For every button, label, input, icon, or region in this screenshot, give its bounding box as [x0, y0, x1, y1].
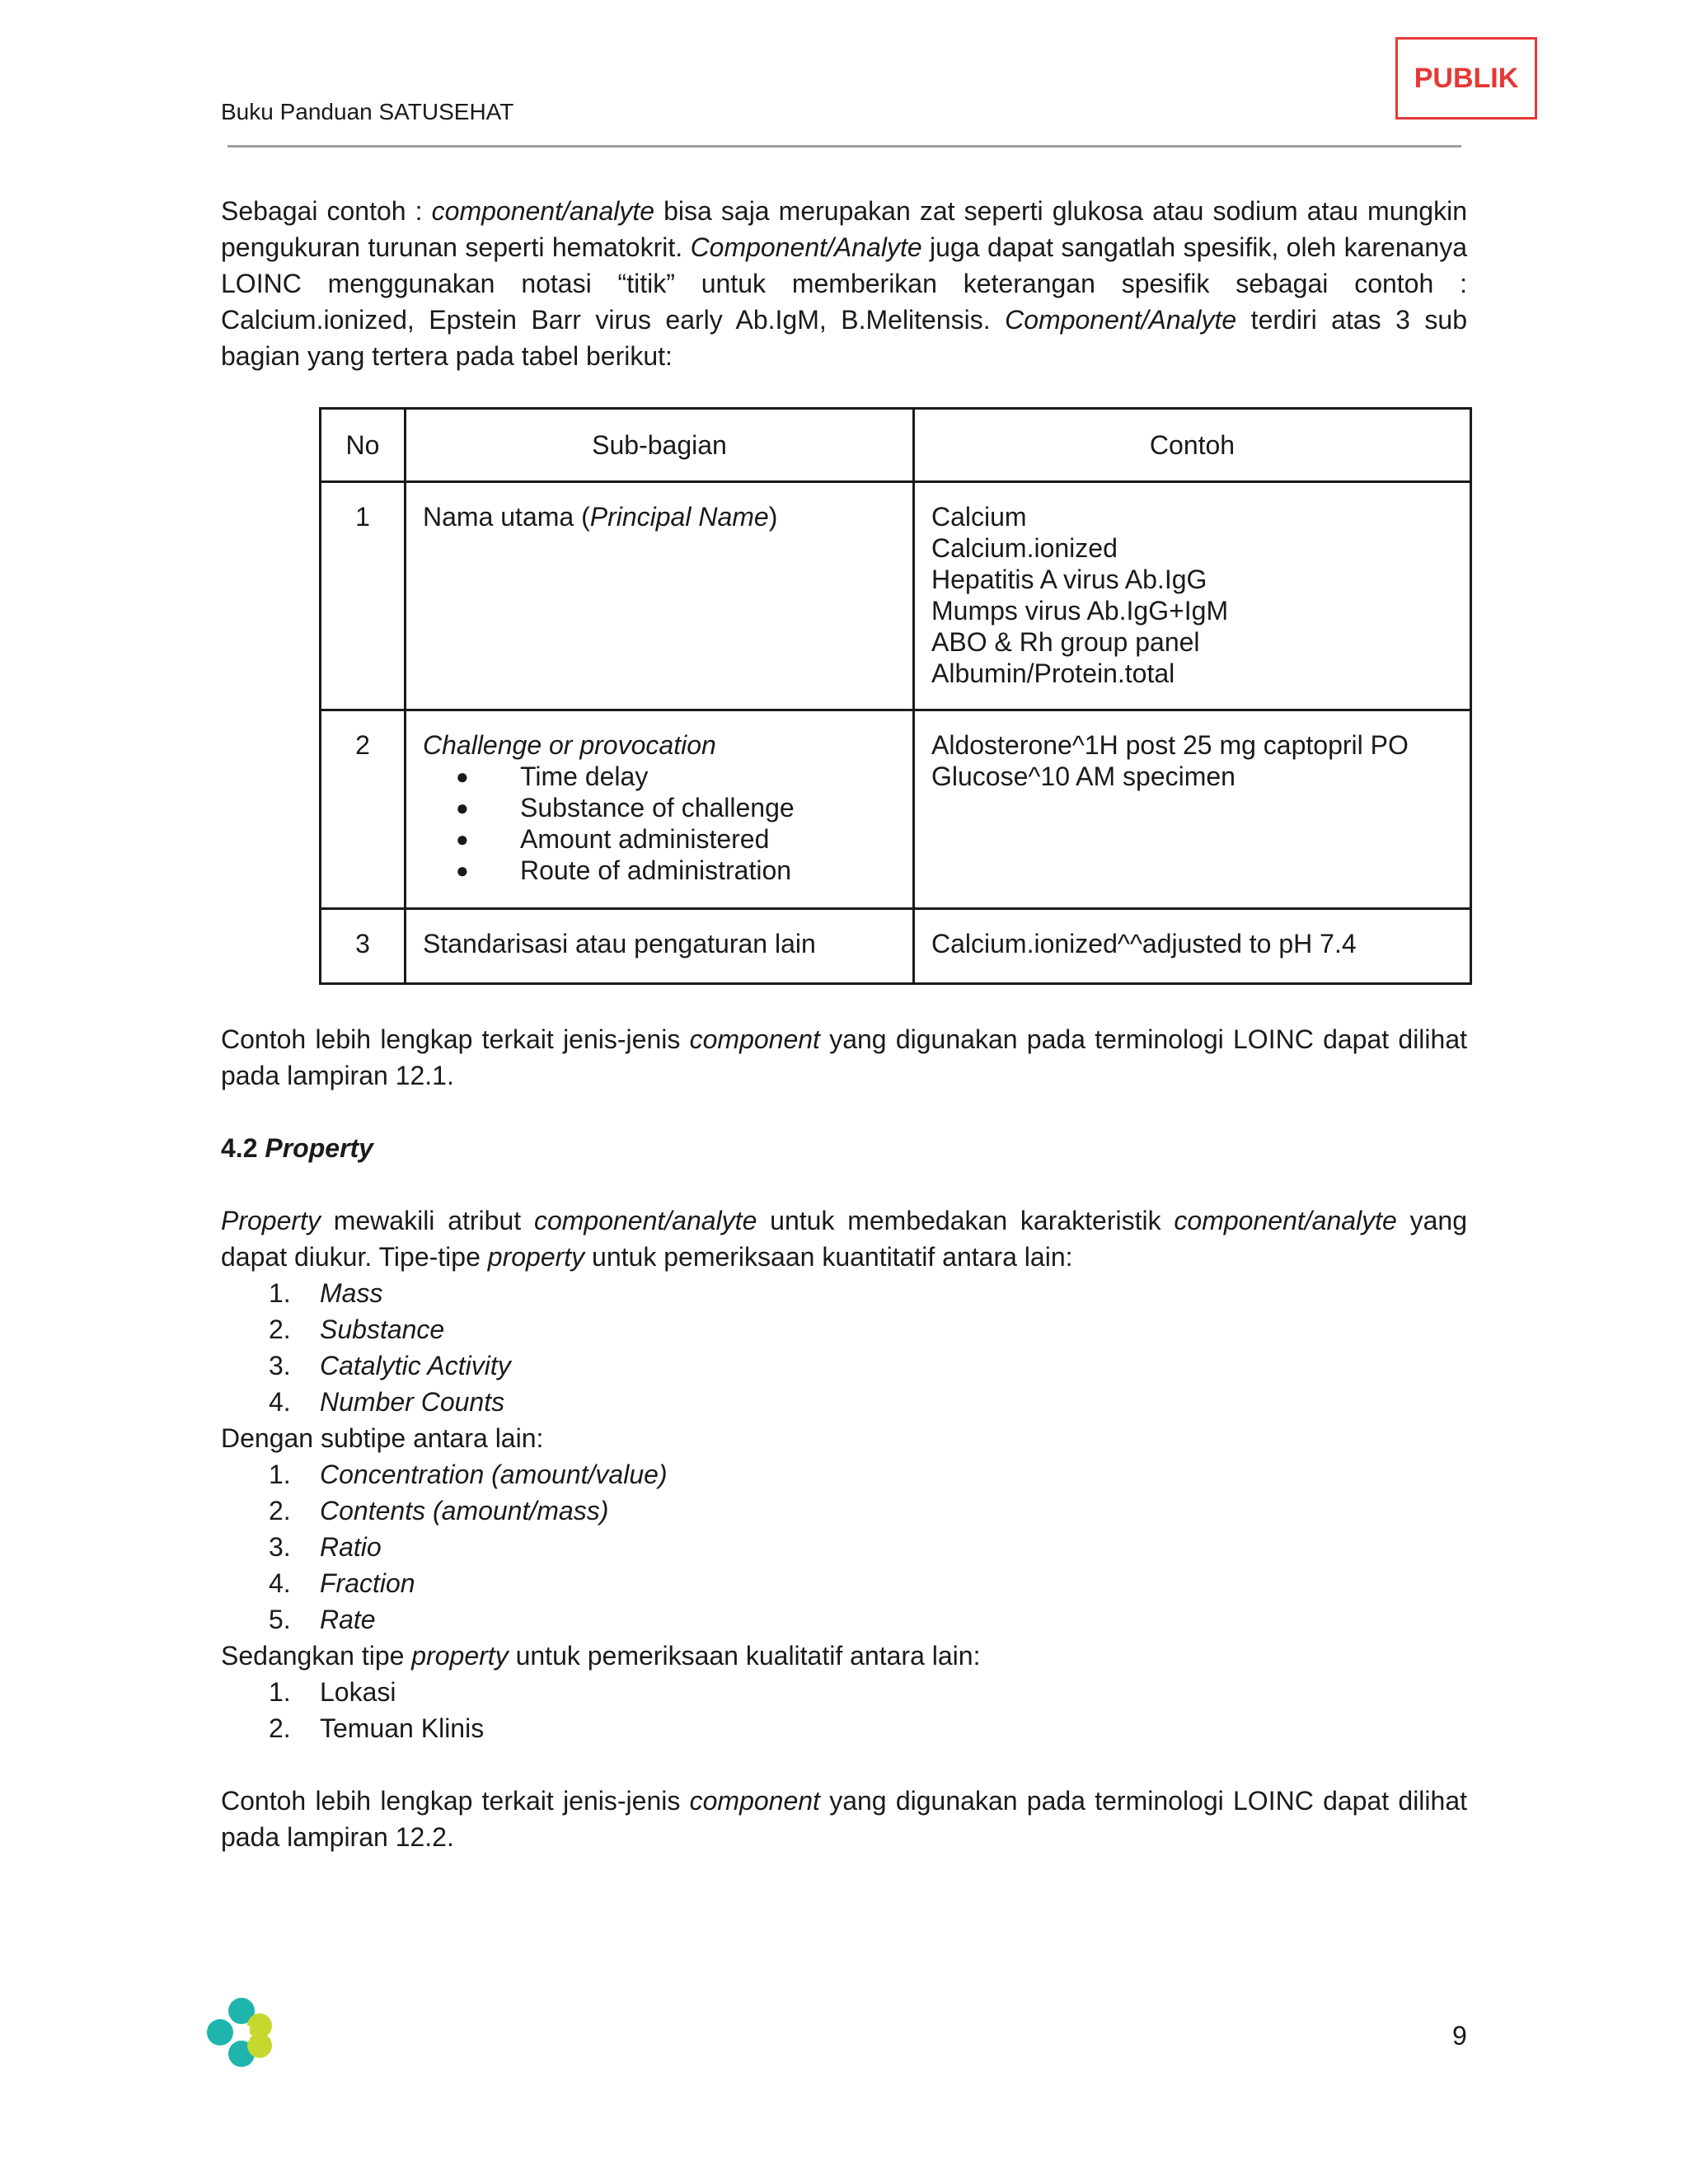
after-table-paragraph: Contoh lebih lengkap terkait jenis-jenis component yang digunakan pada terminologi LOINC dapat dilihat pada lampiran 12.1. — [221, 1024, 1468, 1090]
list-item: 5. Rate — [269, 1605, 376, 1634]
row-examples — [914, 710, 1471, 909]
example-item: Hepatitis A virus Ab.IgG — [931, 565, 1207, 594]
property-paragraph: Property mewakili atribut component/analyte untuk membedakan karakteristik component/analyte yang dapat diukur. Tipe-tipe property untuk pemeriksaan kuantitatif antara lain: — [221, 1206, 1468, 1272]
header-no: No — [321, 409, 406, 482]
bullet-item: ● Substance of challenge — [423, 792, 896, 823]
closing-paragraph: Contoh lebih lengkap terkait jenis-jenis component yang digunakan pada terminologi LOINC dapat dilihat pada lampiran 12.2. — [221, 1786, 1468, 1852]
subtype-intro: Dengan subtipe antara lain: — [221, 1423, 544, 1453]
row-examples — [914, 482, 1471, 710]
bullet-item: ● Route of administration — [423, 855, 896, 886]
component-subparts-table — [319, 407, 1472, 985]
subpart-bullet-list — [423, 761, 896, 886]
example-item: Aldosterone^1H post 25 mg captopril PO — [931, 730, 1409, 760]
intro-paragraph: Sebagai contoh : component/analyte bisa saja merupakan zat seperti glukosa atau sodium atau mungkin pengukuran turunan seperti hematokrit. Component/Analyte juga dapat sangatlah spesifik, oleh karenanya LOINC menggunakan notasi “titik” untuk memberikan keterangan spesifik sebagai contoh : Calcium.ionized, Epstein Barr virus early Ab.IgM, B.Melitensis. Component/Analyte terdiri atas 3 sub bagian yang tertera pada tabel berikut: — [221, 196, 1468, 371]
header-sub-bagian: Sub-bagian — [406, 409, 914, 482]
table-row — [321, 909, 1471, 984]
row-number: 2 — [321, 710, 406, 909]
section-heading: 4.2 Property — [221, 1133, 373, 1163]
table-row — [321, 710, 1471, 909]
list-item: 2. Substance — [269, 1315, 445, 1344]
list-item: 4. Number Counts — [269, 1387, 505, 1417]
header-contoh: Contoh — [914, 409, 1471, 482]
row-number: 1 — [321, 482, 406, 710]
row-examples: Calcium.ionized^^adjusted to pH 7.4 — [914, 909, 1471, 984]
example-item: Albumin/Protein.total — [931, 658, 1175, 688]
qualitative-types-list — [221, 1674, 1467, 1746]
row-subpart: Standarisasi atau pengaturan lain — [406, 909, 914, 984]
subtypes-list — [221, 1456, 1467, 1638]
page-number: 9 — [1452, 2021, 1467, 2050]
quantitative-types-list — [221, 1275, 1467, 1420]
classification-badge: PUBLIK — [1395, 37, 1537, 120]
page-content — [221, 193, 1467, 1855]
list-item: 2. Contents (amount/mass) — [269, 1496, 609, 1526]
document-title: Buku Panduan SATUSEHAT — [221, 99, 514, 124]
header-divider — [227, 145, 1461, 148]
example-item: Calcium — [931, 502, 1027, 532]
list-item: 4. Fraction — [269, 1568, 415, 1598]
list-item: 1. Mass — [269, 1278, 383, 1308]
qualitative-intro: Sedangkan tipe property untuk pemeriksaan kualitatif antara lain: — [221, 1641, 981, 1671]
bullet-item: ● Time delay — [423, 761, 896, 792]
list-item: 3. Catalytic Activity — [269, 1351, 511, 1380]
subpart-title: Challenge or provocation — [423, 730, 716, 760]
row-subpart — [406, 710, 914, 909]
list-item: 1. Lokasi — [269, 1677, 396, 1707]
example-item: Calcium.ionized — [931, 533, 1118, 563]
list-item: 3. Ratio — [269, 1532, 382, 1562]
list-item: 2. Temuan Klinis — [269, 1713, 485, 1743]
example-item: Mumps virus Ab.IgG+IgM — [931, 596, 1229, 626]
list-item: 1. Concentration (amount/value) — [269, 1460, 668, 1489]
table-header-row — [321, 409, 1471, 482]
table-row — [321, 482, 1471, 710]
kemenkes-logo-icon — [202, 1993, 276, 2072]
bullet-item: ● Amount administered — [423, 823, 896, 855]
row-subpart: Nama utama (Principal Name) — [406, 482, 914, 710]
example-item: Glucose^10 AM specimen — [931, 762, 1236, 791]
example-item: ABO & Rh group panel — [931, 627, 1200, 657]
row-number: 3 — [321, 909, 406, 984]
